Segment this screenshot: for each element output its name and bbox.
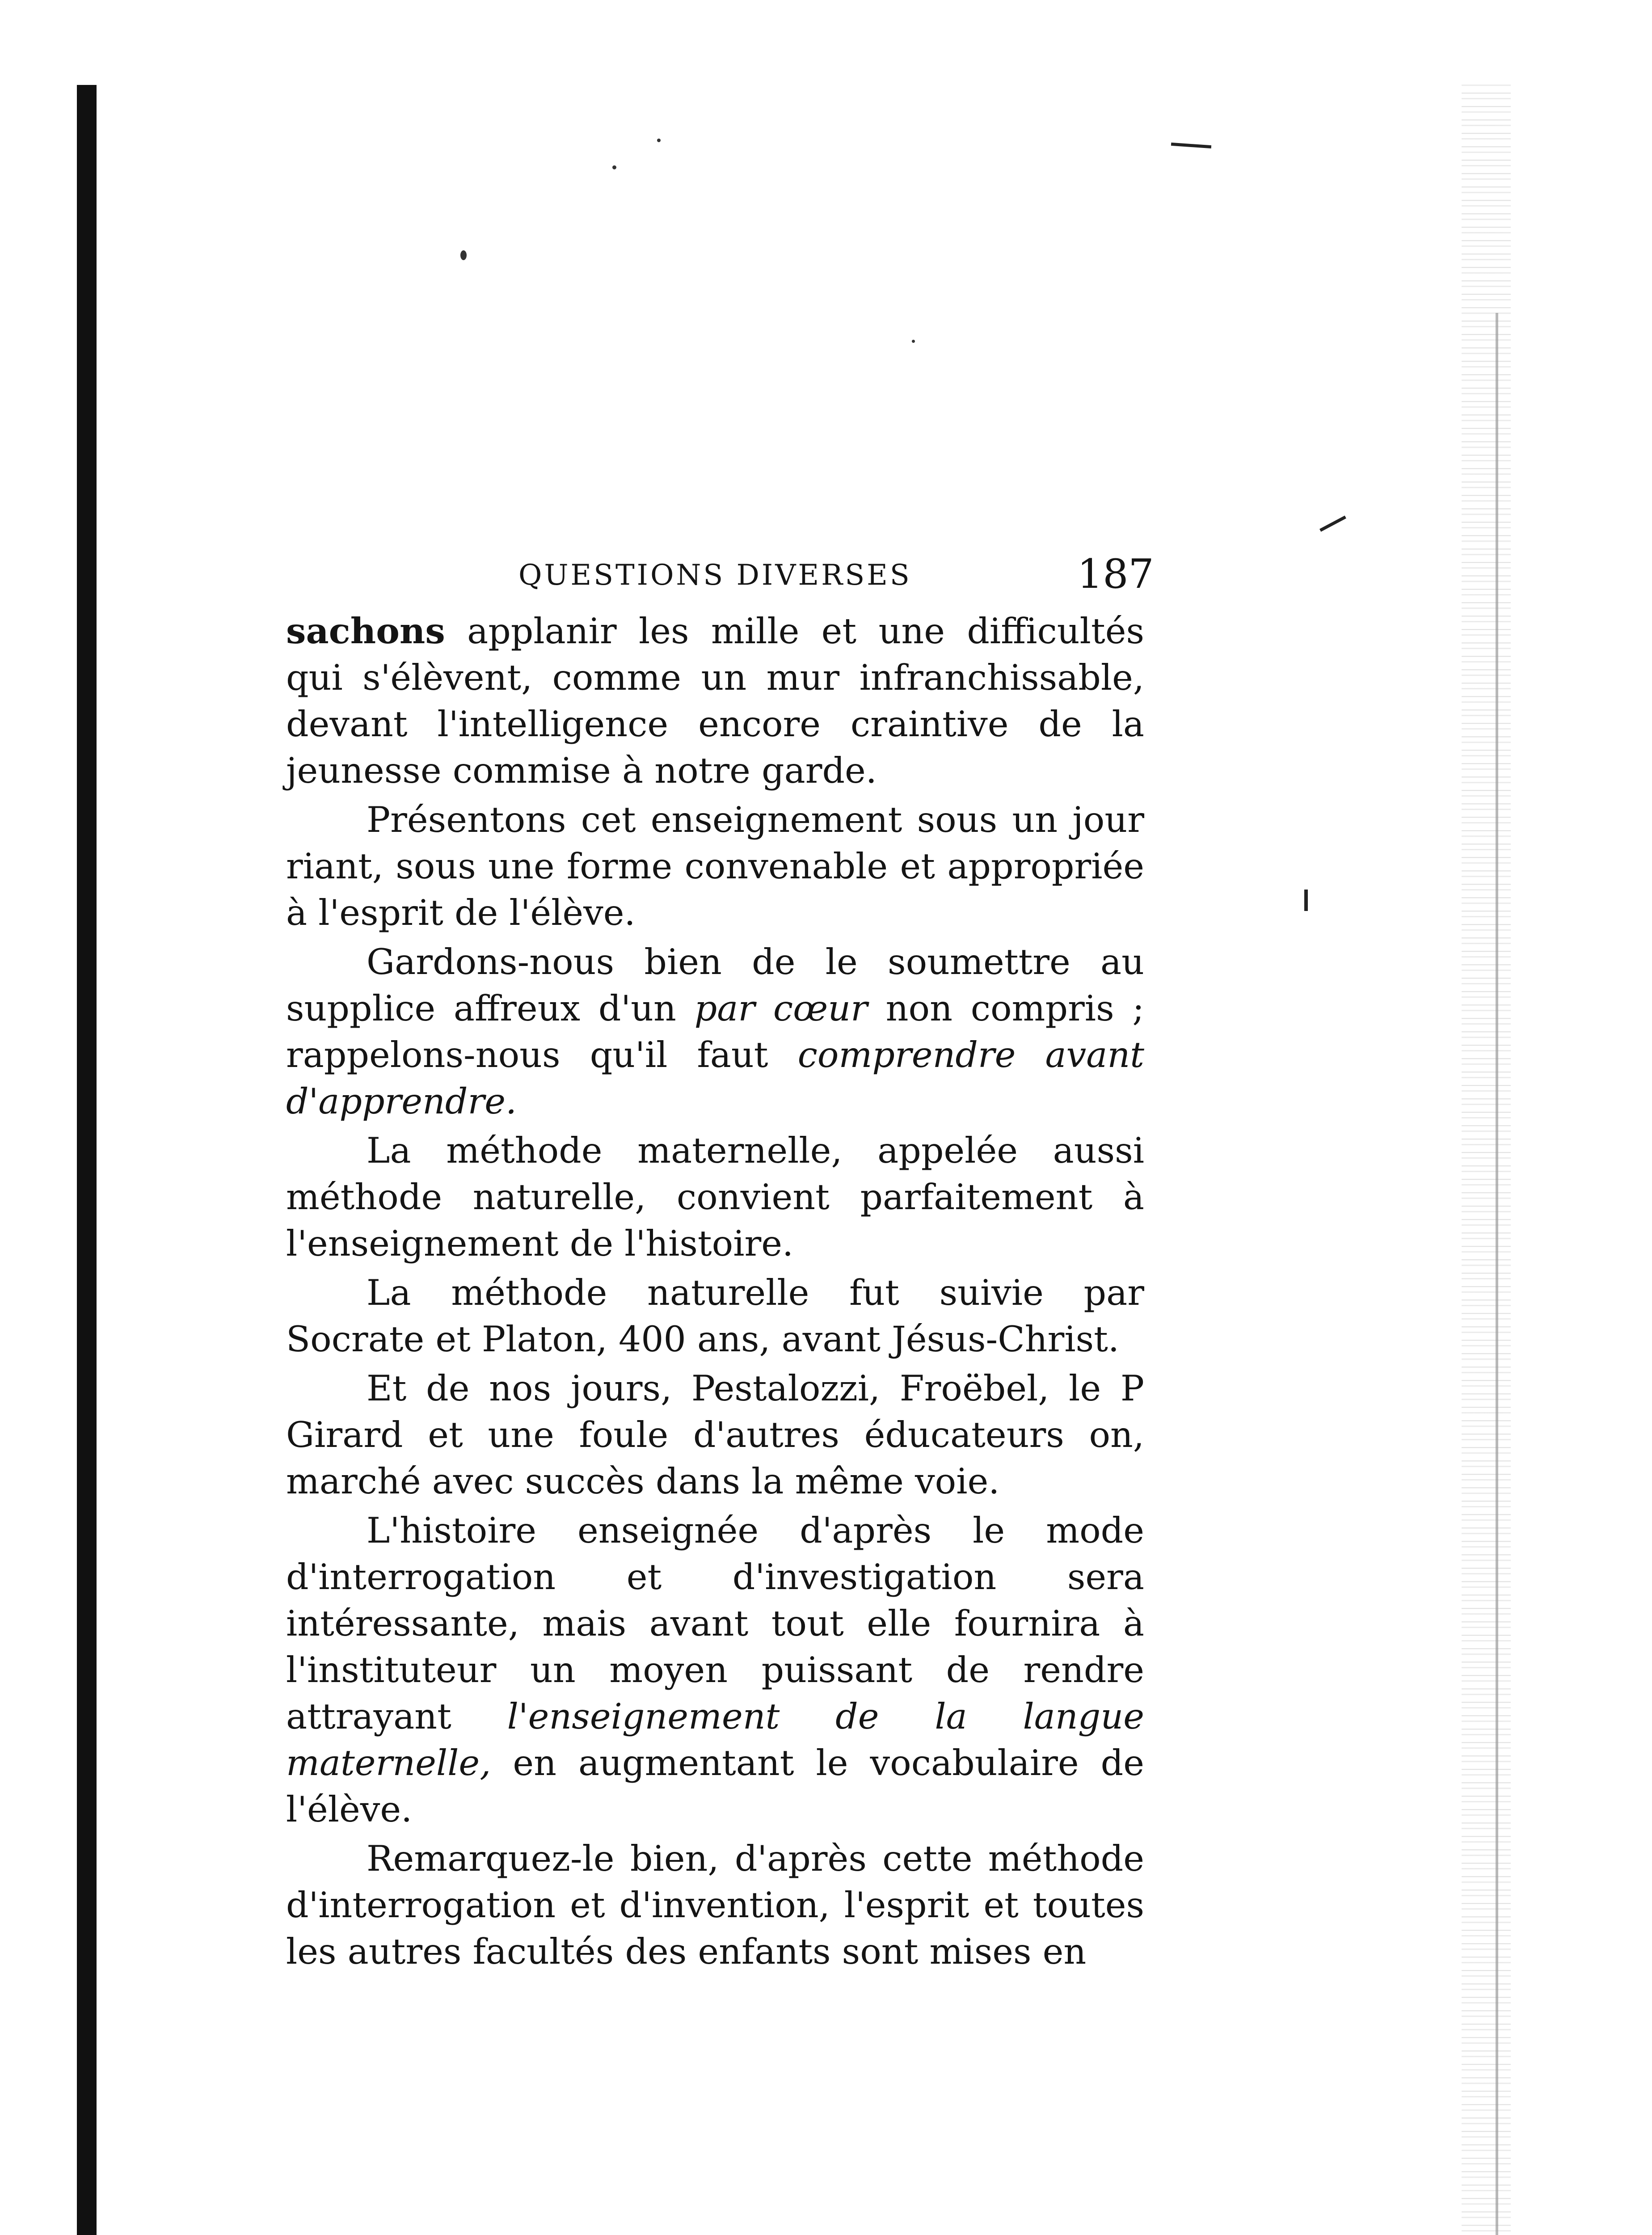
paragraph-text: non compris ; rappelons-nous qu'il faut — [286, 988, 1145, 1075]
paragraph: Et de nos jours, Pestalozzi, Froëbel, le P Girard et une foule d'autres éducateurs on, marché avec succès dans la même voie. — [286, 1368, 1144, 1502]
speck — [912, 340, 915, 343]
paragraph — [286, 939, 1144, 1125]
page-header — [286, 551, 1154, 608]
paragraph — [286, 1507, 1144, 1833]
speck — [612, 165, 616, 169]
mark-dash — [1171, 143, 1211, 148]
italic-phrase: comprendre avant d'apprendre. — [286, 1034, 1145, 1122]
italic-phrase: l'enseignement de la langue maternelle, — [286, 1696, 1144, 1784]
paragraph: La méthode naturelle fut suivie par Socrate et Platon, 400 ans, avant Jésus-Christ. — [286, 1272, 1144, 1360]
paragraph-text: L'histoire enseignée d'après le mode d'interrogation et d'investigation sera intéressante, mais avant tout elle fournira à l'instituteur un moyen puissant de rendre attrayant — [286, 1510, 1144, 1737]
speck — [460, 250, 467, 260]
mark-dash — [1304, 890, 1308, 911]
running-head: QUESTIONS DIVERSES — [518, 559, 912, 592]
italic-phrase: par cœur — [694, 988, 868, 1029]
paragraph-text: Gardons-nous bien de le soumettre au supplice affreux d'un — [286, 941, 1144, 1029]
page-number: 187 — [1077, 551, 1154, 598]
speck — [657, 139, 661, 142]
paragraph: Remarquez-le bien, d'après cette méthode d'interrogation et d'invention, l'esprit et toutes les autres facultés des enfants sont mises en — [286, 1838, 1144, 1972]
paragraph: La méthode maternelle, appelée aussi méthode naturelle, convient parfaitement à l'enseignement de l'histoire. — [286, 1130, 1144, 1264]
page-edge-right — [1462, 80, 1511, 2235]
binding-edge — [77, 85, 97, 2235]
paragraph-text: applanir les mille et une difficultés qui s'élèvent, comme un mur infranchissable, devant l'intelligence encore craintive de la jeunesse commise à notre garde. — [286, 611, 1144, 791]
page-edge-line — [1496, 313, 1498, 2235]
paragraph — [286, 608, 1144, 794]
paragraph-text: en augmentant le vocabulaire de l'élève. — [286, 1742, 1144, 1830]
mark-dash — [1319, 515, 1346, 531]
paragraph-lead-word: sachons — [286, 610, 445, 652]
paragraph: Présentons cet enseignement sous un jour riant, sous une forme convenable et appropriée à l'esprit de l'élève. — [286, 799, 1144, 933]
page-text — [286, 551, 1154, 1975]
